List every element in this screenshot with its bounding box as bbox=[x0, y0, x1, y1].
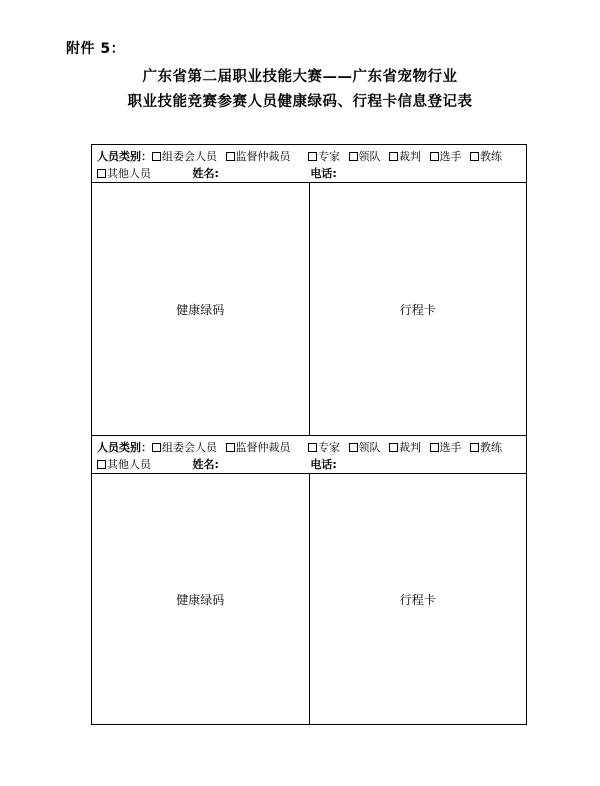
option-coach[interactable]: 教练 bbox=[470, 148, 502, 164]
option-supervisor[interactable]: 监督仲裁员 bbox=[226, 439, 291, 455]
option-expert[interactable]: 专家 bbox=[308, 148, 340, 164]
option-expert[interactable]: 专家 bbox=[308, 439, 340, 455]
option-supervisor[interactable]: 监督仲裁员 bbox=[226, 148, 291, 164]
info-row bbox=[92, 145, 526, 183]
phone-label: 电话: bbox=[310, 167, 337, 180]
photo-cells bbox=[92, 183, 526, 435]
category-label: 人员类别： bbox=[97, 441, 152, 454]
checkbox-icon[interactable] bbox=[152, 443, 161, 452]
form-title-line1: 广东省第二届职业技能大赛——广东省宠物行业 bbox=[142, 68, 458, 85]
health-code-cell[interactable]: 健康绿码 bbox=[92, 474, 310, 724]
option-organizing-committee[interactable]: 组委会人员 bbox=[152, 439, 217, 455]
checkbox-icon[interactable] bbox=[349, 152, 358, 161]
option-contestant[interactable]: 选手 bbox=[430, 439, 462, 455]
itinerary-card-cell[interactable]: 行程卡 bbox=[399, 302, 436, 317]
checkbox-icon[interactable] bbox=[430, 443, 439, 452]
option-referee[interactable]: 裁判 bbox=[389, 439, 421, 455]
checkbox-icon[interactable] bbox=[389, 152, 398, 161]
checkbox-icon[interactable] bbox=[308, 443, 317, 452]
checkbox-icon[interactable] bbox=[226, 443, 235, 452]
attachment-label: 附件 5： bbox=[66, 41, 126, 57]
category-label: 人员类别： bbox=[97, 150, 152, 163]
option-organizing-committee[interactable]: 组委会人员 bbox=[152, 148, 217, 164]
checkbox-icon[interactable] bbox=[152, 152, 161, 161]
checkbox-icon[interactable] bbox=[226, 152, 235, 161]
checkbox-icon[interactable] bbox=[349, 443, 358, 452]
checkbox-icon[interactable] bbox=[308, 152, 317, 161]
checkbox-icon[interactable] bbox=[389, 443, 398, 452]
checkbox-icon[interactable] bbox=[430, 152, 439, 161]
option-referee[interactable]: 裁判 bbox=[389, 148, 421, 164]
phone-label: 电话: bbox=[310, 458, 337, 471]
name-label: 姓名: bbox=[192, 167, 219, 180]
option-coach[interactable]: 教练 bbox=[470, 439, 502, 455]
registration-table bbox=[91, 144, 527, 725]
form-block-2 bbox=[92, 435, 526, 724]
name-label: 姓名: bbox=[192, 458, 219, 471]
option-team-leader[interactable]: 领队 bbox=[349, 148, 381, 164]
option-other[interactable]: 其他人员 bbox=[97, 165, 151, 181]
info-row bbox=[92, 436, 526, 474]
checkbox-icon[interactable] bbox=[97, 169, 106, 178]
checkbox-icon[interactable] bbox=[97, 460, 106, 469]
health-code-cell[interactable]: 健康绿码 bbox=[92, 183, 310, 435]
option-team-leader[interactable]: 领队 bbox=[349, 439, 381, 455]
photo-cells bbox=[92, 474, 526, 724]
itinerary-card-cell[interactable]: 行程卡 bbox=[399, 592, 436, 607]
form-title-line2: 职业技能竞赛参赛人员健康绿码、行程卡信息登记表 bbox=[127, 93, 473, 110]
checkbox-icon[interactable] bbox=[470, 443, 479, 452]
option-contestant[interactable]: 选手 bbox=[430, 148, 462, 164]
checkbox-icon[interactable] bbox=[470, 152, 479, 161]
option-other[interactable]: 其他人员 bbox=[97, 456, 151, 472]
